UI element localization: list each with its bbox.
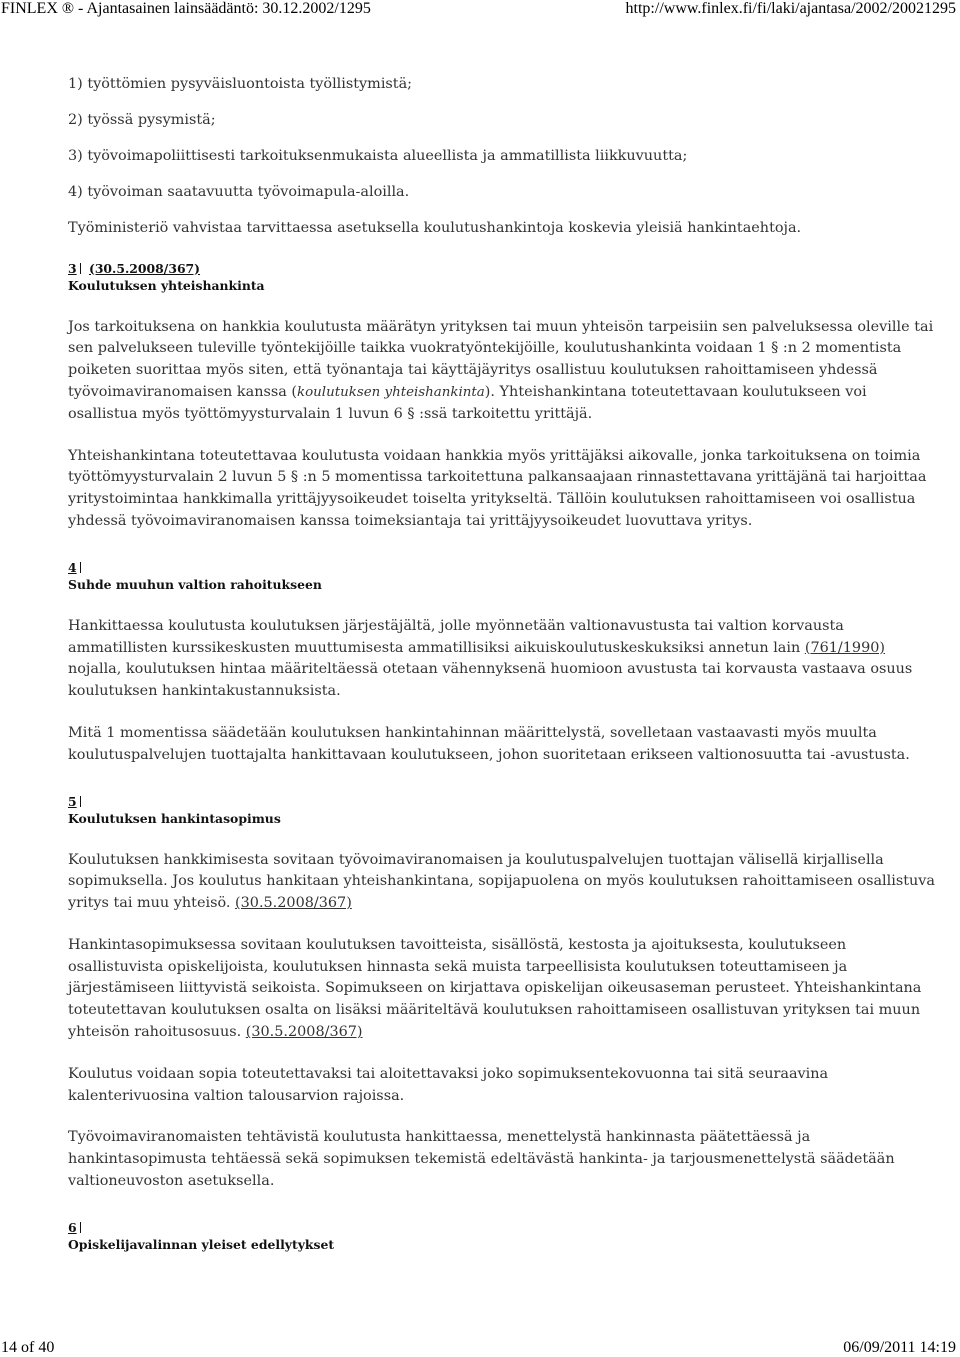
law-reference-link[interactable]: (761/1990) — [804, 639, 885, 656]
intro-paragraph: Työministeriö vahvistaa tarvittaessa asetuksella koulutushankintoja koskevia yleisiä hankintaehtoja. — [68, 219, 802, 236]
section-5-paragraph-2: Hankintasopimuksessa sovitaan koulutuksen tavoitteista, sisällöstä, kestosta ja ajoituksesta, koulutukseen osallistuvista opiskelijoista, koulutuksen hinnasta sekä muista tarpeellisista koulutuksen toteuttamiseen ja järjestämiseen liittyvistä seikoista. Sopimukseen on kirjattava opiskelijan oikeusaseman perusteet. Yhteishankintana toteutettavan koulutuksen osalta on lisäksi määriteltävä koulutuksen rahoittamiseen osallistuvan yrityksen tai muun yhteisön rahoitusosuus. (30.5.2008/367) — [68, 936, 922, 1041]
italic-term: koulutuksen yhteishankinta — [297, 384, 485, 400]
section-4-number-link[interactable]: 4 — [68, 560, 85, 575]
section-3-paragraph-2: Yhteishankintana toteutettavaa koulutusta voidaan hankkia myös yrittäjäksi aikovalle, jonka tarkoituksena on toimia työttömyysturvalain 2 luvun 5 § :n 5 momentissa tarkoitettuna palkansaajaan rinnastettavana yrittäjänä tai harjoittaa yritystoimintaa hankkimalla yrittäjyysoikeudet toiselta yritykseltä. Tällöin koulutuksen rahoittamiseen voi osallistua yhdessä työvoimaviranomaisen kanssa toimeksiantaja tai yrittäjyysoikeudet luovuttava yritys. — [68, 447, 927, 529]
amendment-link[interactable]: (30.5.2008/367) — [235, 895, 352, 912]
section-sign-icon — [80, 562, 85, 573]
list-item: 2) työssä pysymistä; — [68, 111, 216, 128]
numbered-list — [68, 74, 940, 204]
list-item: 1) työttömien pysyväisluontoista työllistymistä; — [68, 76, 413, 92]
section-5 — [68, 793, 940, 1193]
section-4-paragraph-1: Hankittaessa koulutusta koulutuksen järjestäjältä, jolle myönnetään valtionavustusta tai valtion korvausta ammatillisten kurssikeskusten muuttumisesta ammatillisiksi aikuiskoulutuskeskuksiksi annetun lain (761/1990) nojalla, koulutuksen hintaa määriteltäessä otetaan vähennyksenä huomioon avustusta tai korvausta vastaava osuus koulutuksen hankintakustannuksista. — [68, 617, 913, 700]
page-count: 14 of 40 — [1, 1339, 55, 1356]
amendment-link[interactable]: (30.5.2008/367) — [245, 1024, 363, 1041]
section-5-heading — [68, 793, 940, 828]
section-3-title: Koulutuksen yhteishankinta — [68, 278, 265, 294]
section-3-paragraph-1: Jos tarkoituksena on hankkia koulutusta määrätyn yrityksen tai muun yhteisön tarpeisiin sen palveluksessa oleville tai sen palvelukseen tuleville työntekijöille taikka vuokratyöntekijöille, koulutushankinta voidaan 1 § :n 2 momentista poiketen suorittaa myös siten, että työnantaja tai käyttäjäyritys osallistuu koulutuksen rahoittamiseen yhdessä työvoimaviranomaisen kanssa (koulutuksen yhteishankinta). Yhteishankintana toteutettavaan koulutukseen voi osallistua myös työttömyysturvalain 1 luvun 6 § :ssä tarkoitettu yrittäjä. — [68, 318, 934, 422]
section-3 — [68, 260, 940, 533]
section-6 — [68, 1219, 940, 1254]
list-item: 4) työvoiman saatavuutta työvoimapula-aloilla. — [68, 183, 410, 200]
list-item: 3) työvoimapoliittisesti tarkoituksenmukaista alueellista ja ammatillista liikkuvuutta; — [68, 147, 688, 164]
section-sign-icon — [80, 796, 85, 807]
section-4-title: Suhde muuhun valtion rahoitukseen — [68, 577, 322, 593]
section-5-paragraph-3: Koulutus voidaan sopia toteutettavaksi tai aloitettavaksi joko sopimuksentekovuonna tai sitä seuraavina kalenterivuosina valtion talousarvion rajoissa. — [68, 1065, 829, 1104]
header-url[interactable]: http://www.finlex.fi/fi/laki/ajantasa/2002/20021295 — [625, 0, 956, 17]
section-6-title: Opiskelijavalinnan yleiset edellytykset — [68, 1237, 335, 1253]
section-4-paragraph-2: Mitä 1 momentissa säädetään koulutuksen hankintahinnan määrittelystä, sovelletaan vastaavasti myös muulta koulutuspalvelujen tuottajalta hankittavaan koulutukseen, johon suoritetaan erikseen valtionosuutta tai -avustusta. — [68, 724, 910, 763]
section-5-number-link[interactable]: 5 — [68, 794, 85, 809]
section-sign-icon — [80, 263, 85, 274]
section-6-number-link[interactable]: 6 — [68, 1220, 85, 1235]
section-5-title: Koulutuksen hankintasopimus — [68, 811, 281, 826]
section-3-heading — [68, 260, 940, 295]
print-timestamp: 06/09/2011 14:19 — [843, 1339, 956, 1356]
section-4 — [68, 559, 940, 767]
section-3-number-link[interactable]: 3 — [68, 261, 85, 276]
section-6-heading — [68, 1219, 940, 1254]
section-5-paragraph-4: Työvoimaviranomaisten tehtävistä koulutusta hankittaessa, menettelystä hankinnasta päätettäessä ja hankintasopimusta tehtäessä sekä sopimuksen tekemistä edeltävästä hankinta- ja tarjousmenettelystä säädetään valtioneuvoston asetuksella. — [68, 1129, 895, 1190]
section-sign-icon — [80, 1222, 85, 1233]
section-4-heading — [68, 559, 940, 594]
section-5-paragraph-1: Koulutuksen hankkimisesta sovitaan työvoimaviranomaisen ja koulutuspalvelujen tuottajan välisellä kirjallisella sopimuksella. Jos koulutus hankitaan yhteishankintana, sopijapuolena on myös koulutuksen rahoittamiseen osallistuva yritys tai muu yhteisö. (30.5.2008/367) — [68, 851, 935, 912]
document-content — [68, 74, 940, 1276]
header-title: FINLEX ® - Ajantasainen lainsäädäntö: 30.12.2002/1295 — [1, 0, 371, 17]
section-3-amendment-link[interactable]: (30.5.2008/367) — [88, 260, 201, 276]
